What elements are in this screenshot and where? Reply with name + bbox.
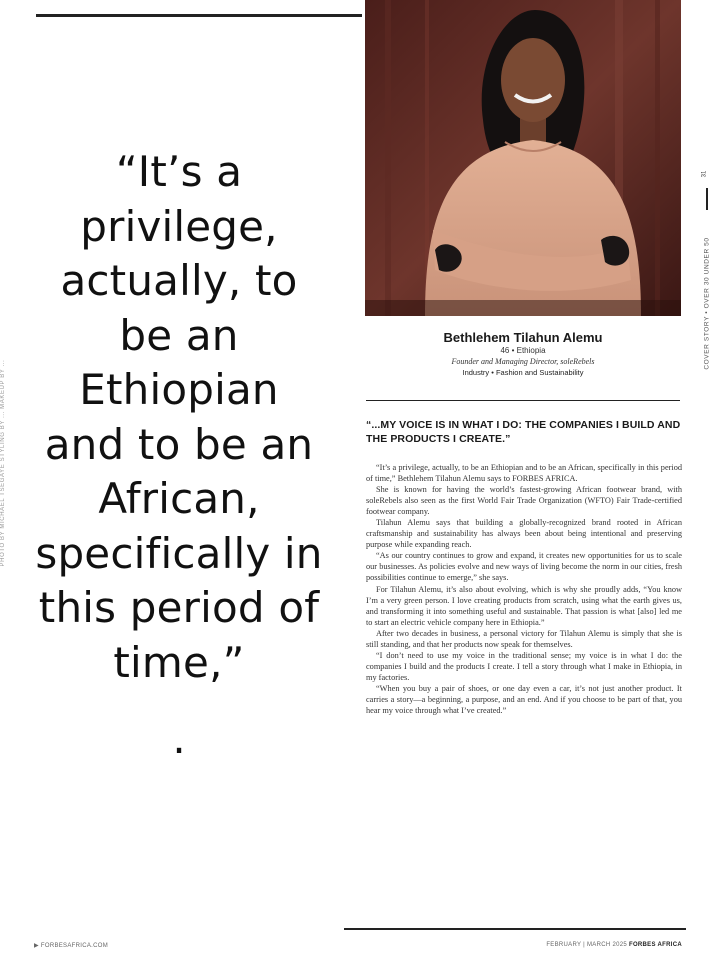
section-tag: COVER STORY • OVER 30 UNDER 50 (703, 237, 711, 370)
pull-quote-line: specifically in (35, 528, 323, 578)
profile-name: Bethlehem Tilahun Alemu (443, 330, 603, 345)
profile-role: Founder and Managing Director, soleRebels (451, 357, 595, 366)
article-paragraph: Tilahun Alemu says that building a globally-recognized brand rooted in African craftsmanship and sustainability has always been about being intentional and preserving purpose while expanding reach. (366, 518, 682, 550)
pull-quote (14, 145, 344, 690)
footer-site: ▶ FORBESAFRICA.COM (34, 943, 109, 949)
pull-quote-line: actually, to (60, 256, 298, 305)
photo-credit: PHOTO BY MICHAEL TSEGAYE STYLING BY ... MAKEUP BY ... (0, 359, 6, 567)
pull-quote-trailing: . (172, 714, 186, 763)
pull-quote-line: African, (98, 474, 260, 523)
footer-issue (546, 942, 682, 948)
article-paragraph: “When you buy a pair of shoes, or one day even a car, it’s not just another product. It carries a story—a beginning, a purpose, and an end. And if you choose to be part of that, you hear my voice through what I’ve created.” (366, 683, 682, 716)
pull-quote-line: this period of (38, 583, 320, 632)
profile-caption (365, 330, 681, 377)
article-paragraph: “It’s a privilege, actually, to be an Ethiopian and to be an African, specifically in this period of time,” Bethlehem Tilahun Alemu says to FORBES AFRICA. (366, 463, 682, 484)
article-paragraph: “As our country continues to grow and expand, it creates new opportunities for us to scale our businesses. As policies evolve and new ways of living become the norm in our cities, fresh possibilities continue to emerge,” she says. (366, 551, 682, 583)
article-paragraph: After two decades in business, a personal victory for Tilahun Alemu is simply that she is still standing, and that her products now speak for themselves. (366, 628, 682, 649)
profile-industry: Industry • Fashion and Sustainability (462, 368, 584, 377)
article-paragraph: She is known for having the world’s fastest-growing African footwear brand, with soleRebels also seen as the first World Fair Trade Organization (WFTO) Fair Trade-certified footwear company. (366, 485, 682, 517)
footer-brand: FORBES AFRICA (628, 942, 682, 948)
pull-quote-line: be an (119, 310, 239, 360)
profile-age-country: 46 • Ethiopia (500, 346, 546, 355)
article-headline: “...MY VOICE IS IN WHAT I DO: THE COMPANIES I BUILD AND THE PRODUCTS I CREATE.” (366, 419, 681, 445)
page-number: 31 (701, 170, 708, 178)
footer-date: FEBRUARY | MARCH 2025 (546, 942, 628, 948)
pull-quote-line: and to be an (44, 419, 314, 469)
portrait-illustration (365, 0, 681, 316)
top-rule (36, 14, 362, 17)
portrait-photo (365, 0, 681, 316)
article-paragraph: “I don’t need to use my voice in the traditional sense; my voice is in what I do: the companies I build and the products I create. I tell a story through what I make in Ethiopia, in my factories. (366, 650, 682, 682)
article-rule (366, 400, 680, 401)
article-paragraph: For Tilahun Alemu, it’s also about evolving, which is why she proudly adds, “You know I’m a very green person. I love creating products from scratch, using what the earth gives us, and transforming it into something useful and sustainable. That passion is what [also] led me to start an electric vehicle company here in Ethiopia.” (366, 584, 682, 627)
pull-quote-line: Ethiopian (79, 365, 279, 414)
bottom-rule (344, 928, 686, 930)
pull-quote-line: time,” (113, 637, 245, 687)
pull-quote-line: “It’s a (115, 147, 243, 196)
pull-quote-line: privilege, (80, 201, 278, 251)
article-body (366, 462, 682, 716)
